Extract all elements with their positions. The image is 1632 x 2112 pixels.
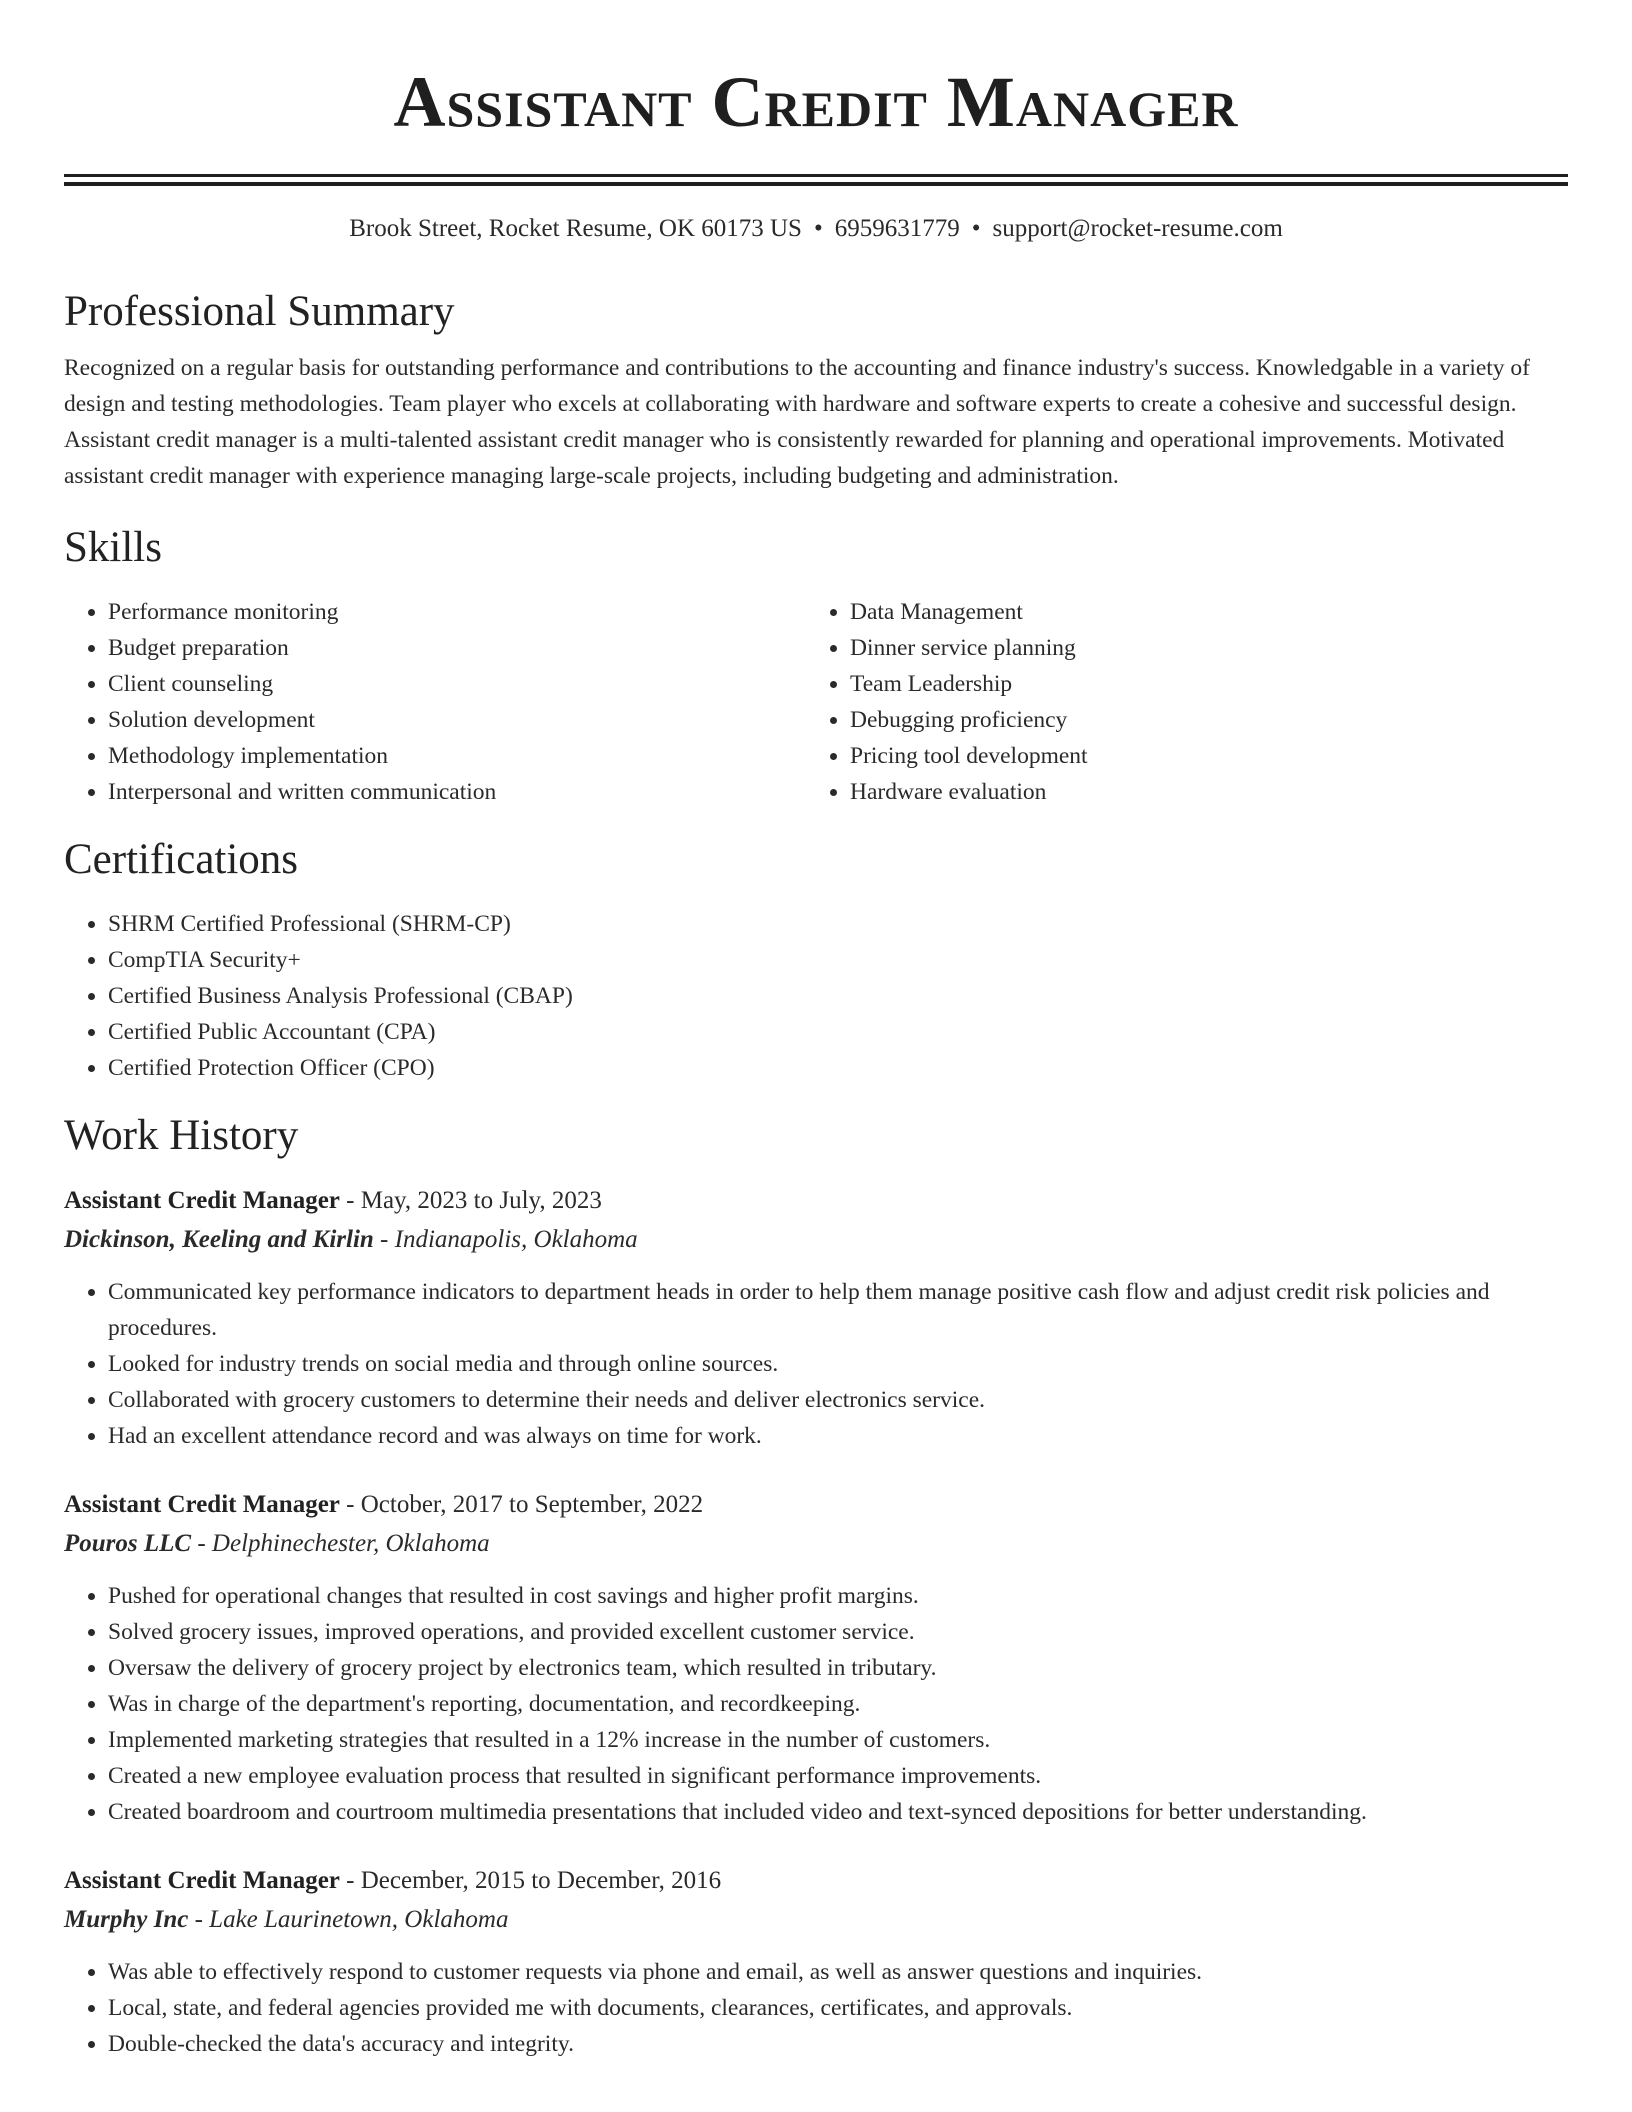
job-title-line	[64, 1486, 1568, 1524]
job-bullet: • Local, state, and federal agencies provided me with documents, clearances, certificates, and approvals.	[108, 1990, 1568, 2026]
header-divider-bottom	[64, 182, 1568, 186]
skills-list-left	[64, 594, 806, 810]
header-divider-top	[64, 174, 1568, 177]
job-company: Murphy Inc	[64, 1906, 189, 1933]
job-bullet: • Was able to effectively respond to customer requests via phone and email, as well as answer questions and inquiries.	[108, 1954, 1568, 1990]
skill-item: • Methodology implementation	[108, 738, 806, 774]
work-history-heading: Work History	[64, 1112, 299, 1159]
job-bullet: • Implemented marketing strategies that resulted in a 12% increase in the number of customers.	[108, 1722, 1568, 1758]
contact-line	[64, 212, 1568, 246]
summary-heading: Professional Summary	[64, 288, 455, 335]
job-bullet: • Was in charge of the department's reporting, documentation, and recordkeeping.	[108, 1686, 1568, 1722]
skill-item: • Performance monitoring	[108, 594, 806, 630]
contact-address: Brook Street, Rocket Resume, OK 60173 US	[349, 215, 802, 242]
job-company: Pouros LLC	[64, 1530, 192, 1557]
job-title: Assistant Credit Manager	[64, 1491, 340, 1518]
job-bullet: • Pushed for operational changes that resulted in cost savings and higher profit margins.	[108, 1578, 1568, 1614]
job-company-line	[64, 1220, 1568, 1260]
skill-item: • Team Leadership	[850, 666, 1548, 702]
job-bullets	[64, 1954, 1568, 2062]
certifications-heading: Certifications	[64, 836, 299, 883]
summary-text: Recognized on a regular basis for outstanding performance and contributions to the accounting and finance industry's success. Knowledgable in a variety of design and testing methodologies. Team player who excels at collaborating with hardware and software experts to create a cohesive and successful design. Assistant credit manager is a multi-talented assistant credit manager who is consistently rewarded for planning and operational improvements. Motivated assistant credit manager with experience managing large-scale projects, including budgeting and administration.	[64, 355, 1531, 489]
skills-grid	[64, 594, 1568, 810]
certification-item: • SHRM Certified Professional (SHRM-CP)	[108, 906, 1568, 942]
job-dates: - December, 2015 to December, 2016	[339, 1867, 722, 1894]
job-entry	[64, 1486, 1568, 1830]
job-title: Assistant Credit Manager	[64, 1867, 340, 1894]
contact-phone: 6959631779	[834, 215, 960, 242]
job-company-line	[64, 1524, 1568, 1564]
job-entry	[64, 1862, 1568, 2062]
skill-item: • Data Management	[850, 594, 1548, 630]
job-bullet: • Created boardroom and courtroom multimedia presentations that included video and text-synced depositions for better understanding.	[108, 1794, 1568, 1830]
skill-item: • Client counseling	[108, 666, 806, 702]
job-location: - Indianapolis, Oklahoma	[373, 1226, 638, 1253]
job-bullet: • Looked for industry trends on social media and through online sources.	[108, 1346, 1568, 1382]
certification-item: • Certified Protection Officer (CPO)	[108, 1050, 1568, 1086]
certification-item: • Certified Business Analysis Professional (CBAP)	[108, 978, 1568, 1014]
job-location: - Lake Laurinetown, Oklahoma	[188, 1906, 509, 1933]
job-bullet: • Had an excellent attendance record and was always on time for work.	[108, 1418, 1568, 1454]
skill-item: • Dinner service planning	[850, 630, 1548, 666]
job-title: Assistant Credit Manager	[64, 1187, 340, 1214]
job-title-line	[64, 1862, 1568, 1900]
certifications-list	[64, 906, 1568, 1086]
job-bullet: • Double-checked the data's accuracy and integrity.	[108, 2026, 1568, 2062]
skill-item: • Pricing tool development	[850, 738, 1548, 774]
job-company-line	[64, 1900, 1568, 1940]
skill-item: • Hardware evaluation	[850, 774, 1548, 810]
job-entry	[64, 1182, 1568, 1454]
skills-column-right	[806, 594, 1548, 810]
job-dates: - May, 2023 to July, 2023	[339, 1187, 602, 1214]
job-bullet: • Created a new employee evaluation process that resulted in significant performance improvements.	[108, 1758, 1568, 1794]
job-bullet: • Oversaw the delivery of grocery project by electronics team, which resulted in tributary.	[108, 1650, 1568, 1686]
job-title-line	[64, 1182, 1568, 1220]
skill-item: • Budget preparation	[108, 630, 806, 666]
certification-item: • CompTIA Security+	[108, 942, 1568, 978]
resume-title: Assistant Credit Manager	[393, 62, 1239, 142]
contact-separator: •	[971, 215, 981, 242]
job-company: Dickinson, Keeling and Kirlin	[64, 1226, 374, 1253]
job-bullets	[64, 1274, 1568, 1454]
job-bullet: • Communicated key performance indicators to department heads in order to help them manage positive cash flow and adjust credit risk policies and procedures.	[108, 1274, 1568, 1346]
skills-heading: Skills	[64, 524, 162, 571]
skills-column-left	[64, 594, 806, 810]
job-bullet: • Collaborated with grocery customers to determine their needs and deliver electronics service.	[108, 1382, 1568, 1418]
job-dates: - October, 2017 to September, 2022	[339, 1491, 704, 1518]
job-bullet: • Solved grocery issues, improved operations, and provided excellent customer service.	[108, 1614, 1568, 1650]
skill-item: • Interpersonal and written communication	[108, 774, 806, 810]
skill-item: • Debugging proficiency	[850, 702, 1548, 738]
job-bullets	[64, 1578, 1568, 1830]
contact-separator: •	[813, 215, 823, 242]
skill-item: • Solution development	[108, 702, 806, 738]
contact-email: support@rocket-resume.com	[992, 215, 1283, 242]
job-location: - Delphinechester, Oklahoma	[191, 1530, 490, 1557]
certification-item: • Certified Public Accountant (CPA)	[108, 1014, 1568, 1050]
skills-list-right	[806, 594, 1548, 810]
